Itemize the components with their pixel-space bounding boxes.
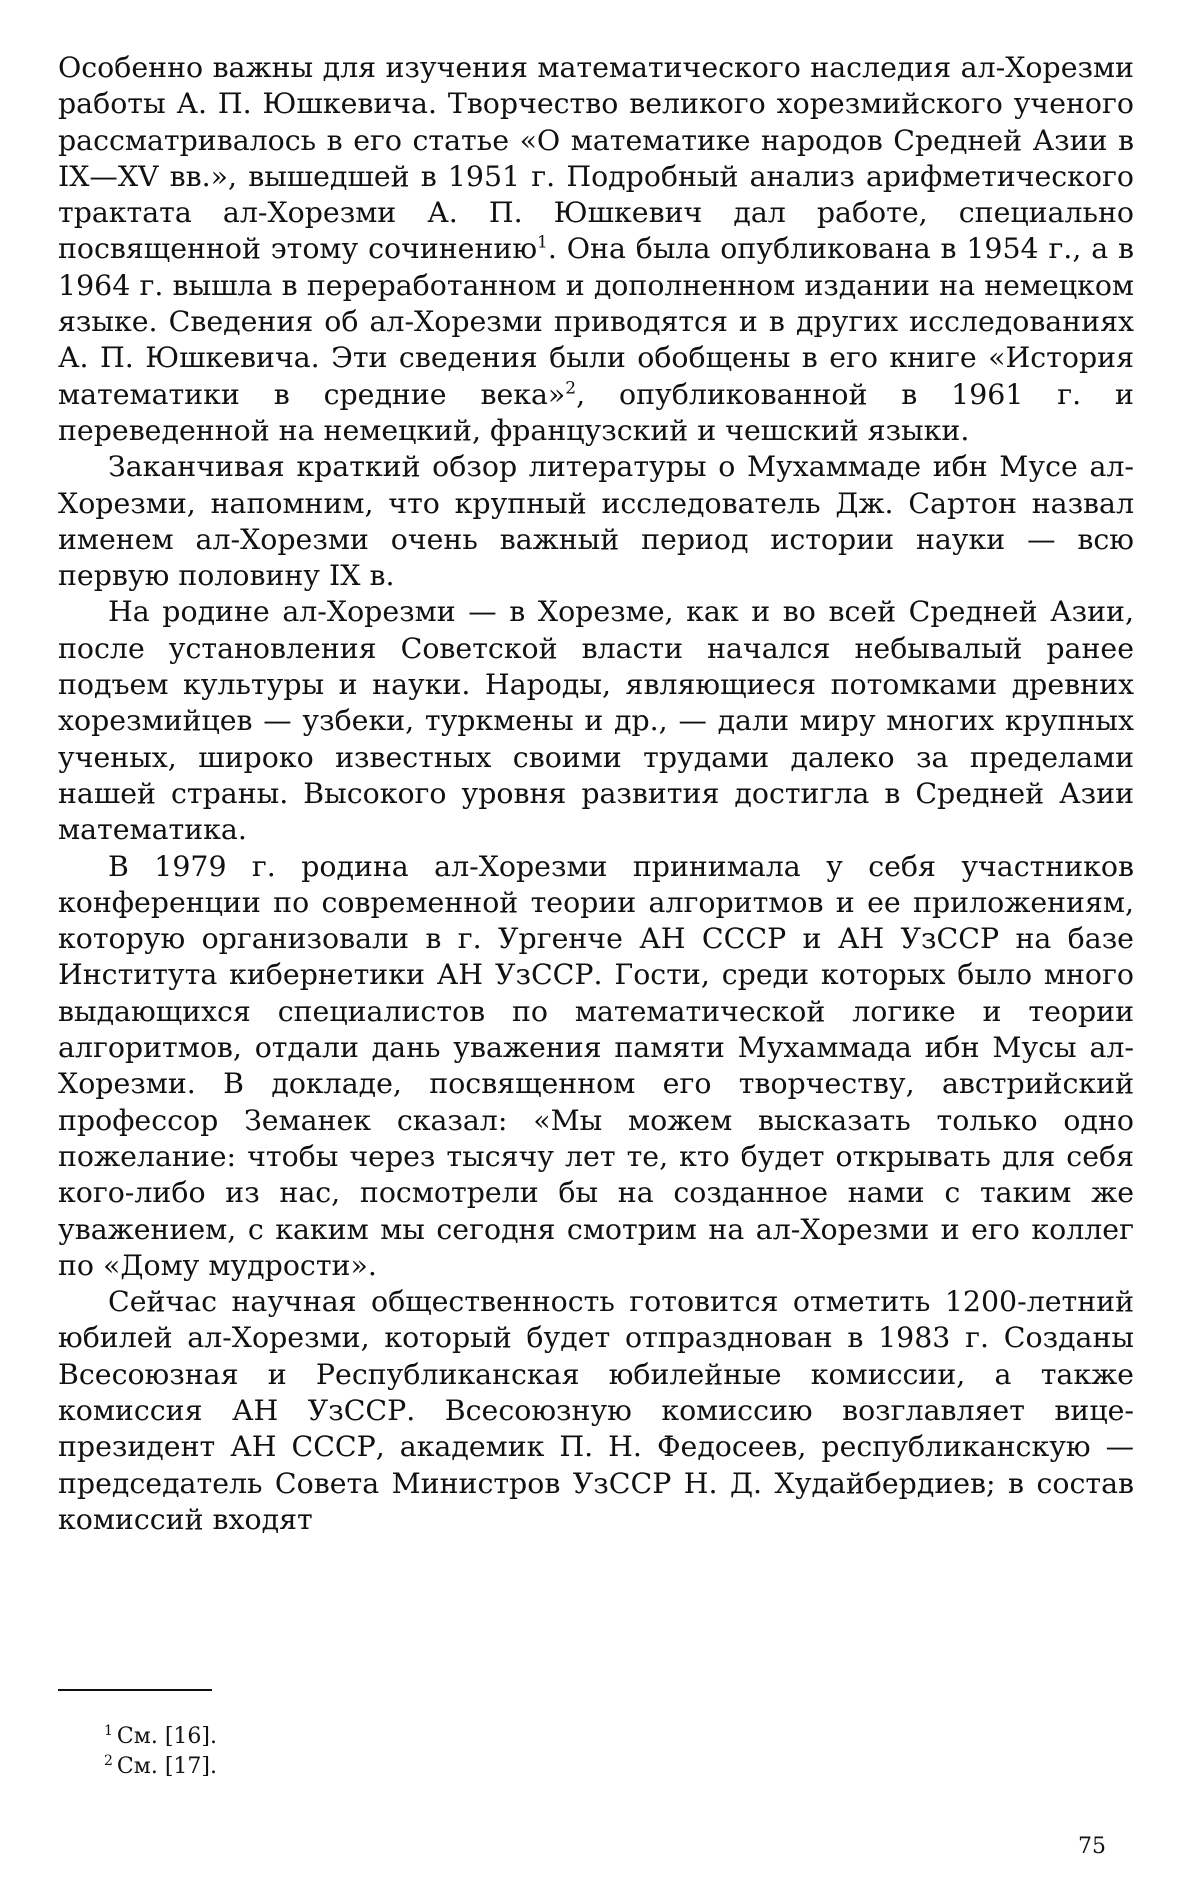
paragraph-5: Сейчас научная общественность готовится отметить 1200-летний юбилей ал-Хорезми, который будет отпразднован в 1983 г. Созданы Всесоюзная и Республиканская юбилейные комиссии, а также комиссия АН УзССР. Всесоюзную комиссию возглавляет вице-президент АН СССР, академик П. Н. Федосеев, республиканскую — председатель Совета Министров УзССР Н. Д. Худайбердиев; в состав комиссий входят — [58, 1285, 1134, 1536]
paragraph-4: В 1979 г. родина ал-Хорезми принимала у себя участников конференции по современной теории алгоритмов и ее приложениям, которую организовали в г. Ургенче АН СССР и АН УзССР на базе Института кибернетики АН УзССР. Гости, среди которых было много выдающихся специалистов по математической логике и теории алгоритмов, отдали дань уважения памяти Мухаммада ибн Мусы ал-Хорезми. В докладе, посвященном его творчеству, австрийский профессор Земанек сказал: «Мы можем высказать только одно пожелание: чтобы через тысячу лет те, кто будет открывать для себя кого-либо из нас, посмотрели бы на созданное нами с таким же уважением, с каким мы сегодня смотрим на ал-Хорезми и его коллег по «Дому мудрости». — [58, 849, 1134, 1282]
page-number: 75 — [1078, 1834, 1106, 1859]
footnote-text-2: См. [17]. — [116, 1754, 218, 1779]
footnote-1 — [104, 1722, 217, 1752]
paragraph-1-text-c: , опубликованной в 1961 г. и переведенной на немецкий, французский и чешский языки. — [58, 377, 1134, 447]
paragraph-1-text-b: . Она была опубликована в 1954 г., а в 1964 г. вышла в переработанном и дополненном издании на немецком языке. Сведения об ал-Хорезми приводятся и в других исследованиях А. П. Юшкевича. Эти сведения были обобщены в его книге «История математики в средние века» — [58, 232, 1134, 411]
footnotes — [104, 1722, 217, 1782]
footnote-2 — [104, 1752, 217, 1782]
footnote-ref-2: 2 — [565, 378, 577, 399]
footnote-ref-1: 1 — [537, 233, 548, 254]
footnote-mark-1: 1 — [104, 1722, 113, 1739]
footnote-mark-2: 2 — [104, 1752, 113, 1769]
paragraph-1 — [58, 50, 1134, 449]
footnote-text-1: См. [16]. — [116, 1724, 218, 1749]
paragraph-2: Заканчивая краткий обзор литературы о Мухаммаде ибн Мусе ал-Хорезми, напомним, что крупный исследователь Дж. Сартон назвал именем ал-Хорезми очень важный период истории науки — всю первую половину IX в. — [58, 450, 1134, 593]
page-body — [58, 50, 1134, 1538]
paragraph-1-text-a: Особенно важны для изучения математического наследия ал-Хорезми работы А. П. Юшкевича. Творчество великого хорезмийского ученого рассматривалось в его статье «О математике народов Средней Азии в IX—XV вв.», вышедшей в 1951 г. Подробный анализ арифметического трактата ал-Хорезми А. П. Юшкевич дал работе, специально посвященной этому сочинению — [58, 51, 1134, 266]
paragraph-3: На родине ал-Хорезми — в Хорезме, как и во всей Средней Азии, после установления Советской власти начался небывалый ранее подъем культуры и науки. Народы, являющиеся потомками древних хорезмийцев — узбеки, туркмены и др., — дали миру многих крупных ученых, широко известных своими трудами далеко за пределами нашей страны. Высокого уровня развития достигла в Средней Азии математика. — [58, 595, 1134, 847]
footnote-divider — [58, 1689, 212, 1691]
